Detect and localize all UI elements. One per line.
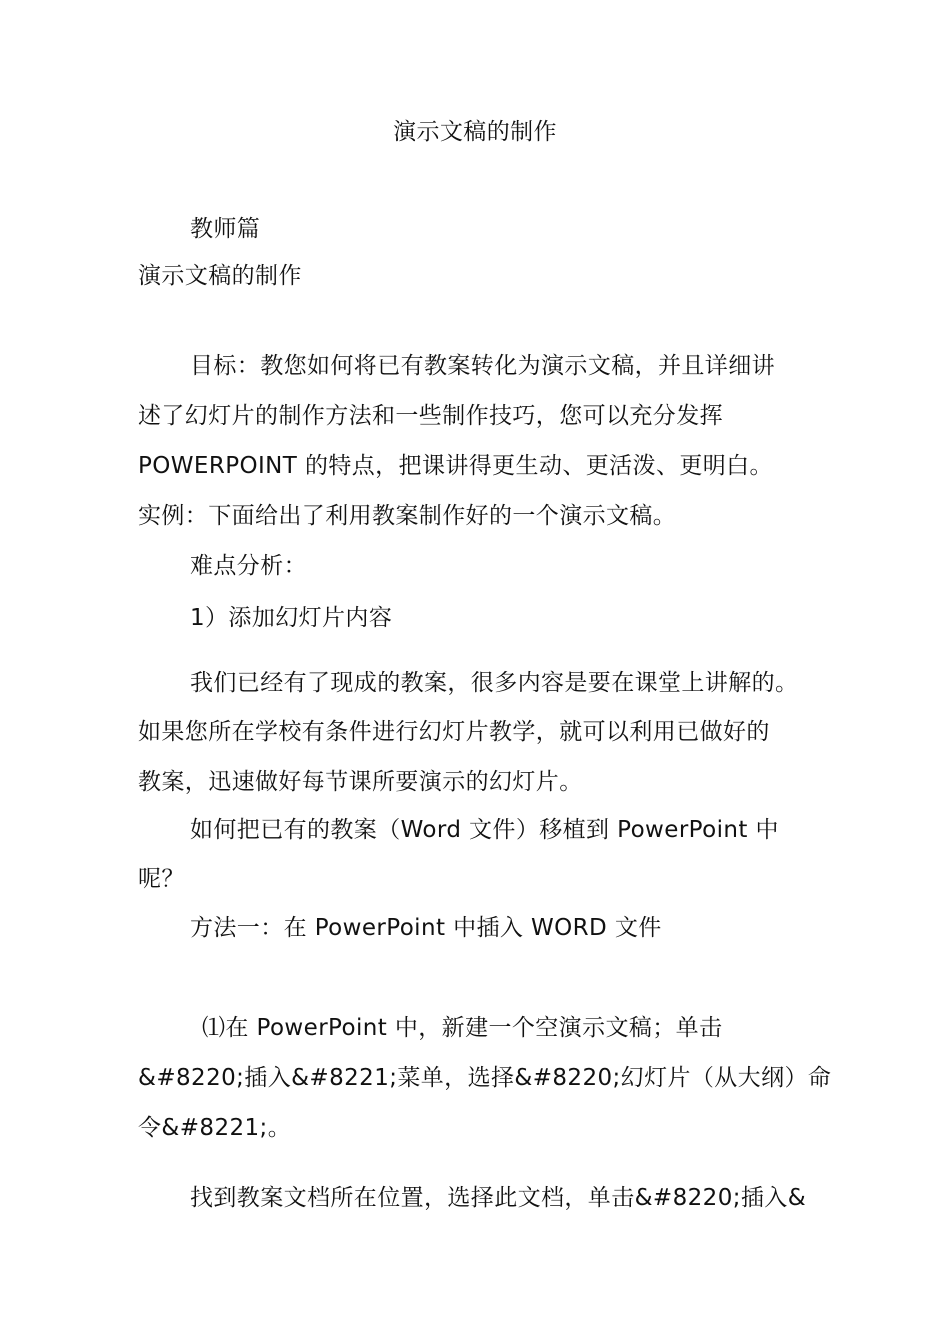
intro-line-3: 教案，迅速做好每节课所要演示的幻灯片。 (138, 769, 583, 795)
subtitle: 演示文稿的制作 (138, 263, 302, 289)
example-line: 实例：下面给出了利用教案制作好的一个演示文稿。 (138, 503, 677, 529)
question-line-1: 如何把已有的教案（Word 文件）移植到 PowerPoint 中 (190, 817, 779, 843)
section-heading: 教师篇 (190, 216, 261, 242)
substep-1-line-1: ⑴在 PowerPoint 中，新建一个空演示文稿；单击 (202, 1015, 723, 1041)
substep-1-line-3: 令&#8221;。 (138, 1115, 292, 1141)
document-title: 演示文稿的制作 (393, 119, 557, 145)
goal-line-1: 目标：教您如何将已有教案转化为演示文稿，并且详细讲 (190, 353, 775, 379)
question-line-2: 呢？ (138, 866, 185, 892)
intro-line-2: 如果您所在学校有条件进行幻灯片教学，就可以利用已做好的 (138, 719, 770, 745)
difficulty-heading: 难点分析： (190, 553, 307, 579)
goal-line-2: 述了幻灯片的制作方法和一些制作技巧，您可以充分发挥 (138, 403, 723, 429)
substep-1-line-2: &#8220;插入&#8221;菜单，选择&#8220;幻灯片（从大纲）命 (138, 1065, 832, 1091)
method-1-heading: 方法一：在 PowerPoint 中插入 WORD 文件 (190, 915, 662, 941)
step-1-heading: 1）添加幻灯片内容 (190, 605, 393, 631)
intro-line-1: 我们已经有了现成的教案，很多内容是要在课堂上讲解的。 (190, 670, 799, 696)
goal-line-3: POWERPOINT 的特点，把课讲得更生动、更活泼、更明白。 (138, 453, 773, 479)
find-line: 找到教案文档所在位置，选择此文档，单击&#8220;插入& (190, 1185, 807, 1211)
